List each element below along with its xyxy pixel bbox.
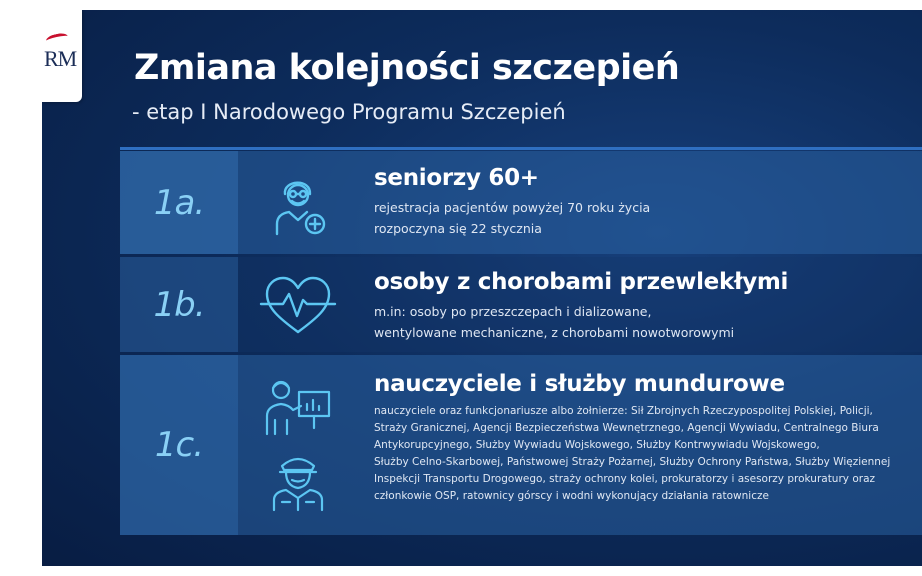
logo [42,10,82,102]
heart-pulse-icon [259,274,337,336]
page-subtitle: - etap I Narodowego Programu Szczepień [132,100,566,124]
group-detail-line: wentylowane mechaniczne, z chorobami nowotworowymi [374,325,735,340]
group-detail-line: nauczyciele oraz funkcjonariusze albo żołnierze: Sił Zbrojnych Rzeczypospolitej Polskiej, Policji, [374,405,873,417]
group-detail-line: rejestracja pacjentów powyżej 70 roku życia [374,200,651,215]
group-heading: seniorzy 60+ [374,165,539,191]
page-title: Zmiana kolejności szczepień [134,48,680,88]
group-detail-line: członkowie OSP, ratownicy górscy i wodni wykonujący działania ratownicze [374,490,769,502]
group-row-1b [120,257,922,352]
logo-mark-icon [45,32,68,45]
group-row-1a [120,151,922,254]
group-detail-line: Antykorupcyjnego, Służby Wywiadu Wojskowego, Służby Kontrwywiadu Wojskowego, [374,439,820,451]
group-number: 1a. [153,182,205,223]
infographic-board [42,10,922,566]
uniformed-officer-icon [268,450,328,512]
group-row-1c [120,355,922,535]
divider [120,147,922,150]
group-detail-line: Służby Celno-Skarbowej, Państwowej Straży Pożarnej, Służby Ochrony Państwa, Służby Więziennej [374,456,891,468]
teacher-presentation-icon [265,378,331,436]
group-detail-line: rozpoczyna się 22 stycznia [374,221,542,236]
group-heading: nauczyciele i służby mundurowe [374,371,785,397]
group-number: 1c. [154,425,204,465]
group-detail-line: Inspekcji Transportu Drogowego, straży ochrony kolei, prokuratorzy i asesorzy prokuratury oraz [374,473,876,485]
senior-health-icon [263,168,333,238]
group-number: 1b. [153,284,205,325]
logo-text: RM [44,46,77,71]
group-detail-line: m.in: osoby po przeszczepach i dializowane, [374,304,652,319]
group-detail-line: Straży Granicznej, Agencji Bezpieczeństwa Wewnętrznego, Agencji Wywiadu, Centralnego Biura [374,422,879,434]
group-heading: osoby z chorobami przewlekłymi [374,269,789,295]
